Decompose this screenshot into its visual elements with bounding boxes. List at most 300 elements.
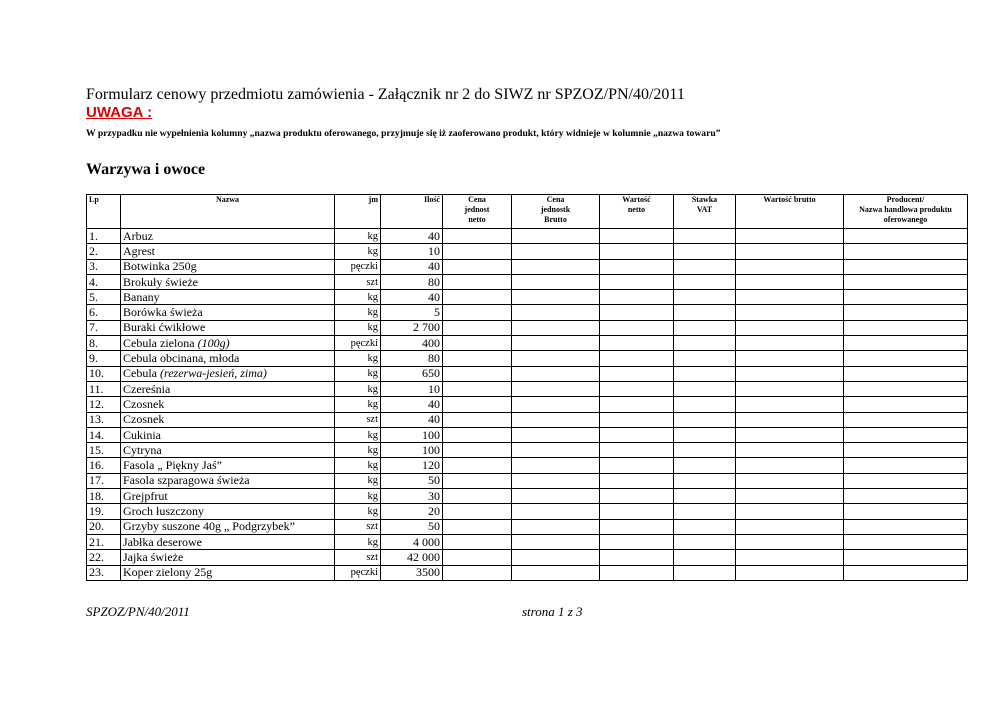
cell-cena-brutto[interactable] [512,427,600,442]
cell-cena-brutto[interactable] [512,229,600,244]
cell-wartosc-netto[interactable] [600,489,674,504]
cell-wartosc-brutto[interactable] [736,458,844,473]
cell-qty: 40 [381,412,443,427]
product-name: Agrest [123,243,155,258]
cell-lp: 14. [87,427,121,442]
table-row [87,550,968,565]
cell-producent[interactable] [844,412,968,427]
cell-unit: kg [335,366,381,381]
cell-wartosc-brutto[interactable] [736,229,844,244]
product-name: Czosnek [123,412,165,427]
product-name: Borówka świeża [123,305,203,320]
cell-cena-netto[interactable] [443,534,512,549]
cell-cena-netto[interactable] [443,473,512,488]
cell-producent[interactable] [844,290,968,305]
cell-wartosc-brutto[interactable] [736,320,844,335]
table-row [87,336,968,351]
cell-stawka-vat[interactable] [674,458,736,473]
cell-name [121,427,335,442]
cell-cena-brutto[interactable] [512,443,600,458]
cell-qty: 40 [381,290,443,305]
product-name: Cebula zielona [123,335,198,350]
warning-label: UWAGA : [86,104,153,121]
cell-wartosc-netto[interactable] [600,504,674,519]
header-cena-netto-line: jednost [464,205,490,214]
cell-wartosc-netto[interactable] [600,320,674,335]
cell-wartosc-brutto[interactable] [736,443,844,458]
table-row [87,397,968,412]
cell-wartosc-brutto[interactable] [736,305,844,320]
product-name: Buraki ćwikłowe [123,320,206,335]
cell-lp: 8. [87,336,121,351]
cell-cena-netto[interactable] [443,290,512,305]
cell-unit: kg [335,443,381,458]
cell-producent[interactable] [844,336,968,351]
cell-cena-netto[interactable] [443,381,512,396]
table-row [87,381,968,396]
cell-unit: pęczki [335,336,381,351]
header-producent-line: Nazwa handlowa produktu [859,205,952,214]
cell-wartosc-netto[interactable] [600,366,674,381]
cell-unit: szt [335,519,381,534]
cell-lp: 21. [87,534,121,549]
product-name: Jajka świeże [123,549,184,564]
cell-wartosc-brutto[interactable] [736,519,844,534]
cell-wartosc-brutto[interactable] [736,381,844,396]
cell-lp: 11. [87,381,121,396]
cell-name [121,504,335,519]
table-row [87,229,968,244]
cell-unit: kg [335,290,381,305]
cell-wartosc-brutto[interactable] [736,351,844,366]
cell-producent[interactable] [844,489,968,504]
cell-unit: kg [335,305,381,320]
cell-qty: 80 [381,274,443,289]
table-row [87,290,968,305]
header-jm: jm [335,195,381,229]
cell-qty: 3500 [381,565,443,580]
cell-wartosc-netto[interactable] [600,305,674,320]
cell-cena-brutto[interactable] [512,351,600,366]
cell-wartosc-netto[interactable] [600,229,674,244]
cell-name [121,412,335,427]
cell-producent[interactable] [844,427,968,442]
header-cena-netto-line: Cena [468,195,486,204]
cell-wartosc-netto[interactable] [600,519,674,534]
cell-unit: szt [335,412,381,427]
cell-unit: kg [335,320,381,335]
table-row [87,259,968,274]
cell-cena-brutto[interactable] [512,397,600,412]
cell-wartosc-netto[interactable] [600,443,674,458]
cell-cena-netto[interactable] [443,412,512,427]
cell-wartosc-netto[interactable] [600,550,674,565]
section-title: Warzywa i owoce [86,161,206,178]
cell-cena-brutto[interactable] [512,565,600,580]
cell-stawka-vat[interactable] [674,427,736,442]
cell-wartosc-netto[interactable] [600,397,674,412]
cell-qty: 400 [381,336,443,351]
cell-wartosc-brutto[interactable] [736,565,844,580]
product-name-note: (100g) [197,335,230,350]
cell-qty: 650 [381,366,443,381]
cell-unit: kg [335,229,381,244]
cell-name [121,336,335,351]
cell-qty: 120 [381,458,443,473]
cell-wartosc-netto[interactable] [600,458,674,473]
table-header-row [87,195,968,229]
product-name: Botwinka 250g [123,259,197,274]
cell-qty: 2 700 [381,320,443,335]
cell-name [121,397,335,412]
product-name: Brokuły świeże [123,274,198,289]
cell-unit: kg [335,473,381,488]
cell-cena-brutto[interactable] [512,534,600,549]
cell-stawka-vat[interactable] [674,473,736,488]
header-cena-netto-line: netto [468,215,486,224]
header-wartosc-netto-line: netto [627,205,646,214]
cell-name [121,229,335,244]
product-name: Cebula obcinana, młoda [123,351,240,366]
cell-qty: 40 [381,397,443,412]
cell-wartosc-netto[interactable] [600,534,674,549]
cell-lp: 10. [87,366,121,381]
cell-qty: 40 [381,259,443,274]
cell-qty: 42 000 [381,550,443,565]
footer-page-number: strona 1 z 3 [522,604,583,619]
cell-wartosc-netto[interactable] [600,351,674,366]
cell-lp: 20. [87,519,121,534]
cell-qty: 5 [381,305,443,320]
cell-unit: kg [335,381,381,396]
cell-wartosc-brutto[interactable] [736,412,844,427]
table-row [87,274,968,289]
cell-cena-netto[interactable] [443,443,512,458]
cell-qty: 80 [381,351,443,366]
cell-cena-brutto[interactable] [512,458,600,473]
cell-lp: 2. [87,244,121,259]
cell-name [121,473,335,488]
cell-unit: szt [335,550,381,565]
product-name: Fasola „ Piękny Jaś” [123,458,222,473]
cell-name [121,244,335,259]
table-row [87,473,968,488]
table-row [87,427,968,442]
warning-note: W przypadku nie wypełnienia kolumny „nazwa produktu oferowanego, przyjmuje się iż zaoferowano produkt, który widnieje w kolumnie „nazwa towaru” [86,128,721,139]
cell-producent[interactable] [844,366,968,381]
cell-cena-netto[interactable] [443,519,512,534]
cell-wartosc-netto[interactable] [600,381,674,396]
cell-unit: kg [335,427,381,442]
cell-lp: 23. [87,565,121,580]
document-title: Formularz cenowy przedmiotu zamówienia - Załącznik nr 2 do SIWZ nr SPZOZ/PN/40/2011 [86,86,685,103]
cell-producent[interactable] [844,458,968,473]
cell-cena-netto[interactable] [443,504,512,519]
cell-stawka-vat[interactable] [674,550,736,565]
table-row [87,412,968,427]
cell-qty: 10 [381,381,443,396]
cell-cena-netto[interactable] [443,244,512,259]
cell-name [121,550,335,565]
cell-lp: 5. [87,290,121,305]
cell-unit: kg [335,397,381,412]
cell-stawka-vat[interactable] [674,351,736,366]
cell-wartosc-brutto[interactable] [736,336,844,351]
product-name: Czosnek [123,396,165,411]
cell-wartosc-netto[interactable] [600,274,674,289]
cell-lp: 16. [87,458,121,473]
cell-name [121,381,335,396]
table-row [87,489,968,504]
table-row [87,443,968,458]
cell-cena-netto[interactable] [443,229,512,244]
cell-wartosc-brutto[interactable] [736,397,844,412]
cell-name [121,320,335,335]
cell-wartosc-brutto[interactable] [736,550,844,565]
cell-cena-netto[interactable] [443,320,512,335]
table-row [87,366,968,381]
header-lp: Lp [87,195,121,229]
header-cena-brutto-line: jednostk [540,205,571,214]
cell-cena-brutto[interactable] [512,274,600,289]
table-row [87,519,968,534]
cell-wartosc-brutto[interactable] [736,366,844,381]
cell-cena-brutto[interactable] [512,305,600,320]
cell-wartosc-brutto[interactable] [736,274,844,289]
header-producent-line: Producent/ [886,195,925,204]
cell-producent[interactable] [844,550,968,565]
product-name: Cukinia [123,427,161,442]
cell-cena-brutto[interactable] [512,381,600,396]
cell-wartosc-brutto[interactable] [736,427,844,442]
cell-producent[interactable] [844,473,968,488]
cell-lp: 6. [87,305,121,320]
header-stawka-vat [674,195,736,229]
table-row [87,565,968,580]
cell-lp: 17. [87,473,121,488]
cell-wartosc-brutto[interactable] [736,489,844,504]
cell-cena-netto[interactable] [443,427,512,442]
cell-wartosc-netto[interactable] [600,427,674,442]
cell-name [121,519,335,534]
header-wartosc-netto [600,195,674,229]
cell-lp: 15. [87,443,121,458]
cell-unit: szt [335,274,381,289]
cell-cena-netto[interactable] [443,274,512,289]
cell-cena-netto[interactable] [443,305,512,320]
cell-stawka-vat[interactable] [674,397,736,412]
cell-unit: kg [335,244,381,259]
table-row [87,244,968,259]
product-name: Grzyby suszone 40g „ Podgrzybek” [123,519,295,534]
cell-cena-netto[interactable] [443,366,512,381]
cell-name [121,290,335,305]
product-name: Banany [123,289,160,304]
cell-cena-brutto[interactable] [512,412,600,427]
cell-stawka-vat[interactable] [674,519,736,534]
cell-wartosc-netto[interactable] [600,473,674,488]
cell-stawka-vat[interactable] [674,443,736,458]
cell-qty: 20 [381,504,443,519]
cell-stawka-vat[interactable] [674,412,736,427]
cell-wartosc-brutto[interactable] [736,504,844,519]
cell-wartosc-brutto[interactable] [736,534,844,549]
cell-cena-brutto[interactable] [512,366,600,381]
table-row [87,458,968,473]
cell-lp: 13. [87,412,121,427]
cell-stawka-vat[interactable] [674,366,736,381]
product-name: Koper zielony 25g [123,565,213,580]
cell-unit: kg [335,504,381,519]
cell-stawka-vat[interactable] [674,320,736,335]
header-wartosc-netto-line: Wartość [622,195,651,204]
cell-cena-brutto[interactable] [512,320,600,335]
cell-cena-netto[interactable] [443,336,512,351]
table-row [87,504,968,519]
cell-stawka-vat[interactable] [674,244,736,259]
cell-name [121,274,335,289]
header-cena-brutto [512,195,600,229]
table-row [87,305,968,320]
cell-wartosc-netto[interactable] [600,336,674,351]
cell-producent[interactable] [844,259,968,274]
cell-producent[interactable] [844,229,968,244]
cell-cena-brutto[interactable] [512,290,600,305]
cell-cena-brutto[interactable] [512,336,600,351]
product-name: Czereśnia [123,381,171,396]
price-table [86,194,968,581]
cell-name [121,305,335,320]
cell-name [121,534,335,549]
cell-lp: 4. [87,274,121,289]
cell-unit: pęczki [335,565,381,580]
header-nazwa: Nazwa [121,195,335,229]
cell-stawka-vat[interactable] [674,381,736,396]
cell-qty: 40 [381,229,443,244]
cell-wartosc-netto[interactable] [600,244,674,259]
cell-qty: 50 [381,519,443,534]
cell-lp: 12. [87,397,121,412]
table-row [87,351,968,366]
cell-unit: kg [335,489,381,504]
product-name: Cytryna [123,442,162,457]
cell-stawka-vat[interactable] [674,229,736,244]
cell-lp: 22. [87,550,121,565]
cell-cena-brutto[interactable] [512,489,600,504]
header-producent-line: oferowanego [883,215,928,224]
cell-cena-netto[interactable] [443,259,512,274]
cell-stawka-vat[interactable] [674,305,736,320]
cell-producent[interactable] [844,274,968,289]
cell-producent[interactable] [844,504,968,519]
cell-unit: kg [335,534,381,549]
product-name: Groch łuszczony [123,503,204,518]
header-ilosc: Ilość [381,195,443,229]
cell-name [121,259,335,274]
cell-stawka-vat[interactable] [674,274,736,289]
cell-producent[interactable] [844,534,968,549]
cell-producent[interactable] [844,397,968,412]
cell-producent[interactable] [844,443,968,458]
cell-name [121,443,335,458]
cell-lp: 9. [87,351,121,366]
cell-stawka-vat[interactable] [674,534,736,549]
cell-producent[interactable] [844,565,968,580]
cell-producent[interactable] [844,351,968,366]
cell-cena-brutto[interactable] [512,550,600,565]
cell-lp: 18. [87,489,121,504]
cell-stawka-vat[interactable] [674,565,736,580]
cell-cena-brutto[interactable] [512,244,600,259]
cell-qty: 100 [381,427,443,442]
cell-wartosc-netto[interactable] [600,259,674,274]
header-stawka-vat-line: Stawka [691,195,718,204]
cell-cena-brutto[interactable] [512,259,600,274]
table-row [87,320,968,335]
cell-unit: kg [335,351,381,366]
cell-producent[interactable] [844,381,968,396]
cell-name [121,351,335,366]
cell-wartosc-brutto[interactable] [736,259,844,274]
cell-lp: 7. [87,320,121,335]
cell-wartosc-netto[interactable] [600,290,674,305]
cell-cena-netto[interactable] [443,397,512,412]
product-name: Cebula [123,366,160,381]
cell-stawka-vat[interactable] [674,504,736,519]
cell-qty: 4 000 [381,534,443,549]
cell-name [121,565,335,580]
header-cena-brutto-line: Cena [546,195,565,204]
cell-name [121,489,335,504]
cell-cena-netto[interactable] [443,565,512,580]
cell-cena-netto[interactable] [443,550,512,565]
product-name: Jabłka deserowe [123,534,202,549]
cell-stawka-vat[interactable] [674,290,736,305]
cell-producent[interactable] [844,244,968,259]
header-cena-brutto-line: Brutto [544,215,567,224]
cell-wartosc-netto[interactable] [600,565,674,580]
cell-cena-brutto[interactable] [512,473,600,488]
cell-producent[interactable] [844,305,968,320]
cell-unit: kg [335,458,381,473]
cell-cena-netto[interactable] [443,458,512,473]
footer-doc-number: SPZOZ/PN/40/2011 [86,604,190,619]
cell-qty: 100 [381,443,443,458]
product-name: Arbuz [123,228,153,243]
cell-producent[interactable] [844,519,968,534]
cell-stawka-vat[interactable] [674,489,736,504]
cell-stawka-vat[interactable] [674,259,736,274]
cell-unit: pęczki [335,259,381,274]
cell-cena-netto[interactable] [443,351,512,366]
cell-cena-brutto[interactable] [512,504,600,519]
cell-qty: 30 [381,489,443,504]
cell-qty: 50 [381,473,443,488]
cell-cena-brutto[interactable] [512,519,600,534]
product-name: Fasola szparagowa świeża [123,473,250,488]
cell-lp: 1. [87,229,121,244]
cell-wartosc-netto[interactable] [600,412,674,427]
cell-wartosc-brutto[interactable] [736,244,844,259]
header-producent [844,195,968,229]
cell-producent[interactable] [844,320,968,335]
cell-stawka-vat[interactable] [674,336,736,351]
cell-wartosc-brutto[interactable] [736,290,844,305]
cell-qty: 10 [381,244,443,259]
cell-cena-netto[interactable] [443,489,512,504]
cell-wartosc-brutto[interactable] [736,473,844,488]
cell-name [121,458,335,473]
